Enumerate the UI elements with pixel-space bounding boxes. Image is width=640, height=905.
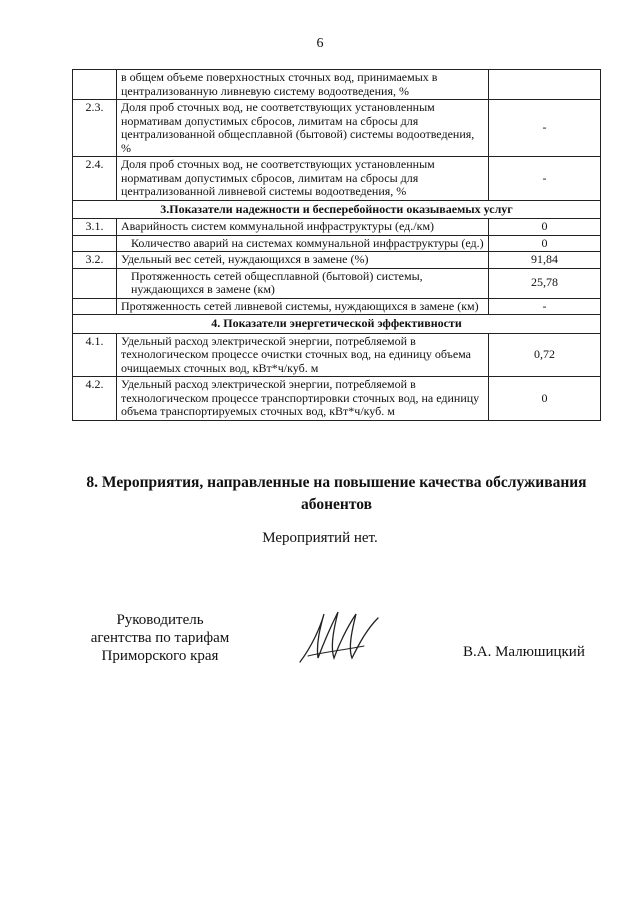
row-number: 4.2.: [73, 377, 117, 421]
section-title: 4. Показатели энергетической эффективности: [73, 315, 601, 334]
table-section-row: [73, 315, 601, 334]
indicator-name: Удельный расход электрической энергии, потребляемой в технологическом процессе очистки сточных вод, на единицу объема очищаемых сточных вод, кВт*ч/куб. м: [117, 333, 489, 377]
table-row: [73, 100, 601, 157]
indicator-value: 0: [489, 377, 601, 421]
indicator-name: Аварийность систем коммунальной инфраструктуры (ед./км): [117, 219, 489, 236]
signer-title: [80, 611, 240, 665]
indicator-name: Количество аварий на системах коммунальной инфраструктуры (ед.): [117, 235, 489, 252]
signature-image: [294, 606, 384, 666]
row-number: [73, 268, 117, 298]
indicator-value: 0: [489, 219, 601, 236]
indicator-value: [489, 70, 601, 100]
indicator-name: Удельный расход электрической энергии, потребляемой в технологическом процессе транспортировки сточных вод, на единицу объема транспортируемых сточных вод, кВт*ч/куб. м: [117, 377, 489, 421]
signer-title-line: Руководитель: [116, 612, 204, 628]
indicator-name: в общем объеме поверхностных сточных вод, принимаемых в централизованную ливневую систему водоотведения, %: [117, 70, 489, 100]
no-measures-text: Мероприятий нет.: [262, 530, 378, 546]
indicator-value: 25,78: [489, 268, 601, 298]
indicator-value: -: [489, 100, 601, 157]
signer-title-line: Приморского края: [101, 648, 219, 664]
table-row: [73, 252, 601, 269]
table-row: [73, 298, 601, 315]
signer-name: В.А. Малюшицкий: [463, 644, 585, 660]
section-heading: 8. Мероприятия, направленные на повышение качества обслуживания абонентов: [86, 474, 587, 513]
indicators-table: [72, 69, 601, 421]
indicator-value: -: [489, 298, 601, 315]
table-row: [73, 377, 601, 421]
row-number: 3.2.: [73, 252, 117, 269]
row-number: [73, 235, 117, 252]
table-row: [73, 235, 601, 252]
indicator-name: Протяженность сетей ливневой системы, нуждающихся в замене (км): [117, 298, 489, 315]
indicator-value: 91,84: [489, 252, 601, 269]
row-number: 2.4.: [73, 157, 117, 201]
indicator-name: Доля проб сточных вод, не соответствующих установленным нормативам допустимых сбросов, лимитам на сбросы для централизованной ливневой системы водоотведения, %: [117, 157, 489, 201]
table-row: [73, 333, 601, 377]
table-row: [73, 157, 601, 201]
indicator-name: Доля проб сточных вод, не соответствующих установленным нормативам допустимых сбросов, лимитам на сбросы для централизованной общесплавной (бытовой) системы водоотведения, %: [117, 100, 489, 157]
indicator-value: -: [489, 157, 601, 201]
indicator-value: 0: [489, 235, 601, 252]
table-row: [73, 219, 601, 236]
signer-title-line: агентства по тарифам: [90, 630, 230, 646]
table-row: [73, 268, 601, 298]
table-section-row: [73, 200, 601, 219]
row-number: [73, 298, 117, 315]
indicator-value: 0,72: [489, 333, 601, 377]
row-number: [73, 70, 117, 100]
row-number: 4.1.: [73, 333, 117, 377]
section-title: 3.Показатели надежности и бесперебойности оказываемых услуг: [73, 200, 601, 219]
table-row: [73, 70, 601, 100]
row-number: 3.1.: [73, 219, 117, 236]
page-number: 6: [316, 36, 324, 51]
row-number: 2.3.: [73, 100, 117, 157]
indicator-name: Протяженность сетей общесплавной (бытовой) системы, нуждающихся в замене (км): [117, 268, 489, 298]
indicator-name: Удельный вес сетей, нуждающихся в замене (%): [117, 252, 489, 269]
